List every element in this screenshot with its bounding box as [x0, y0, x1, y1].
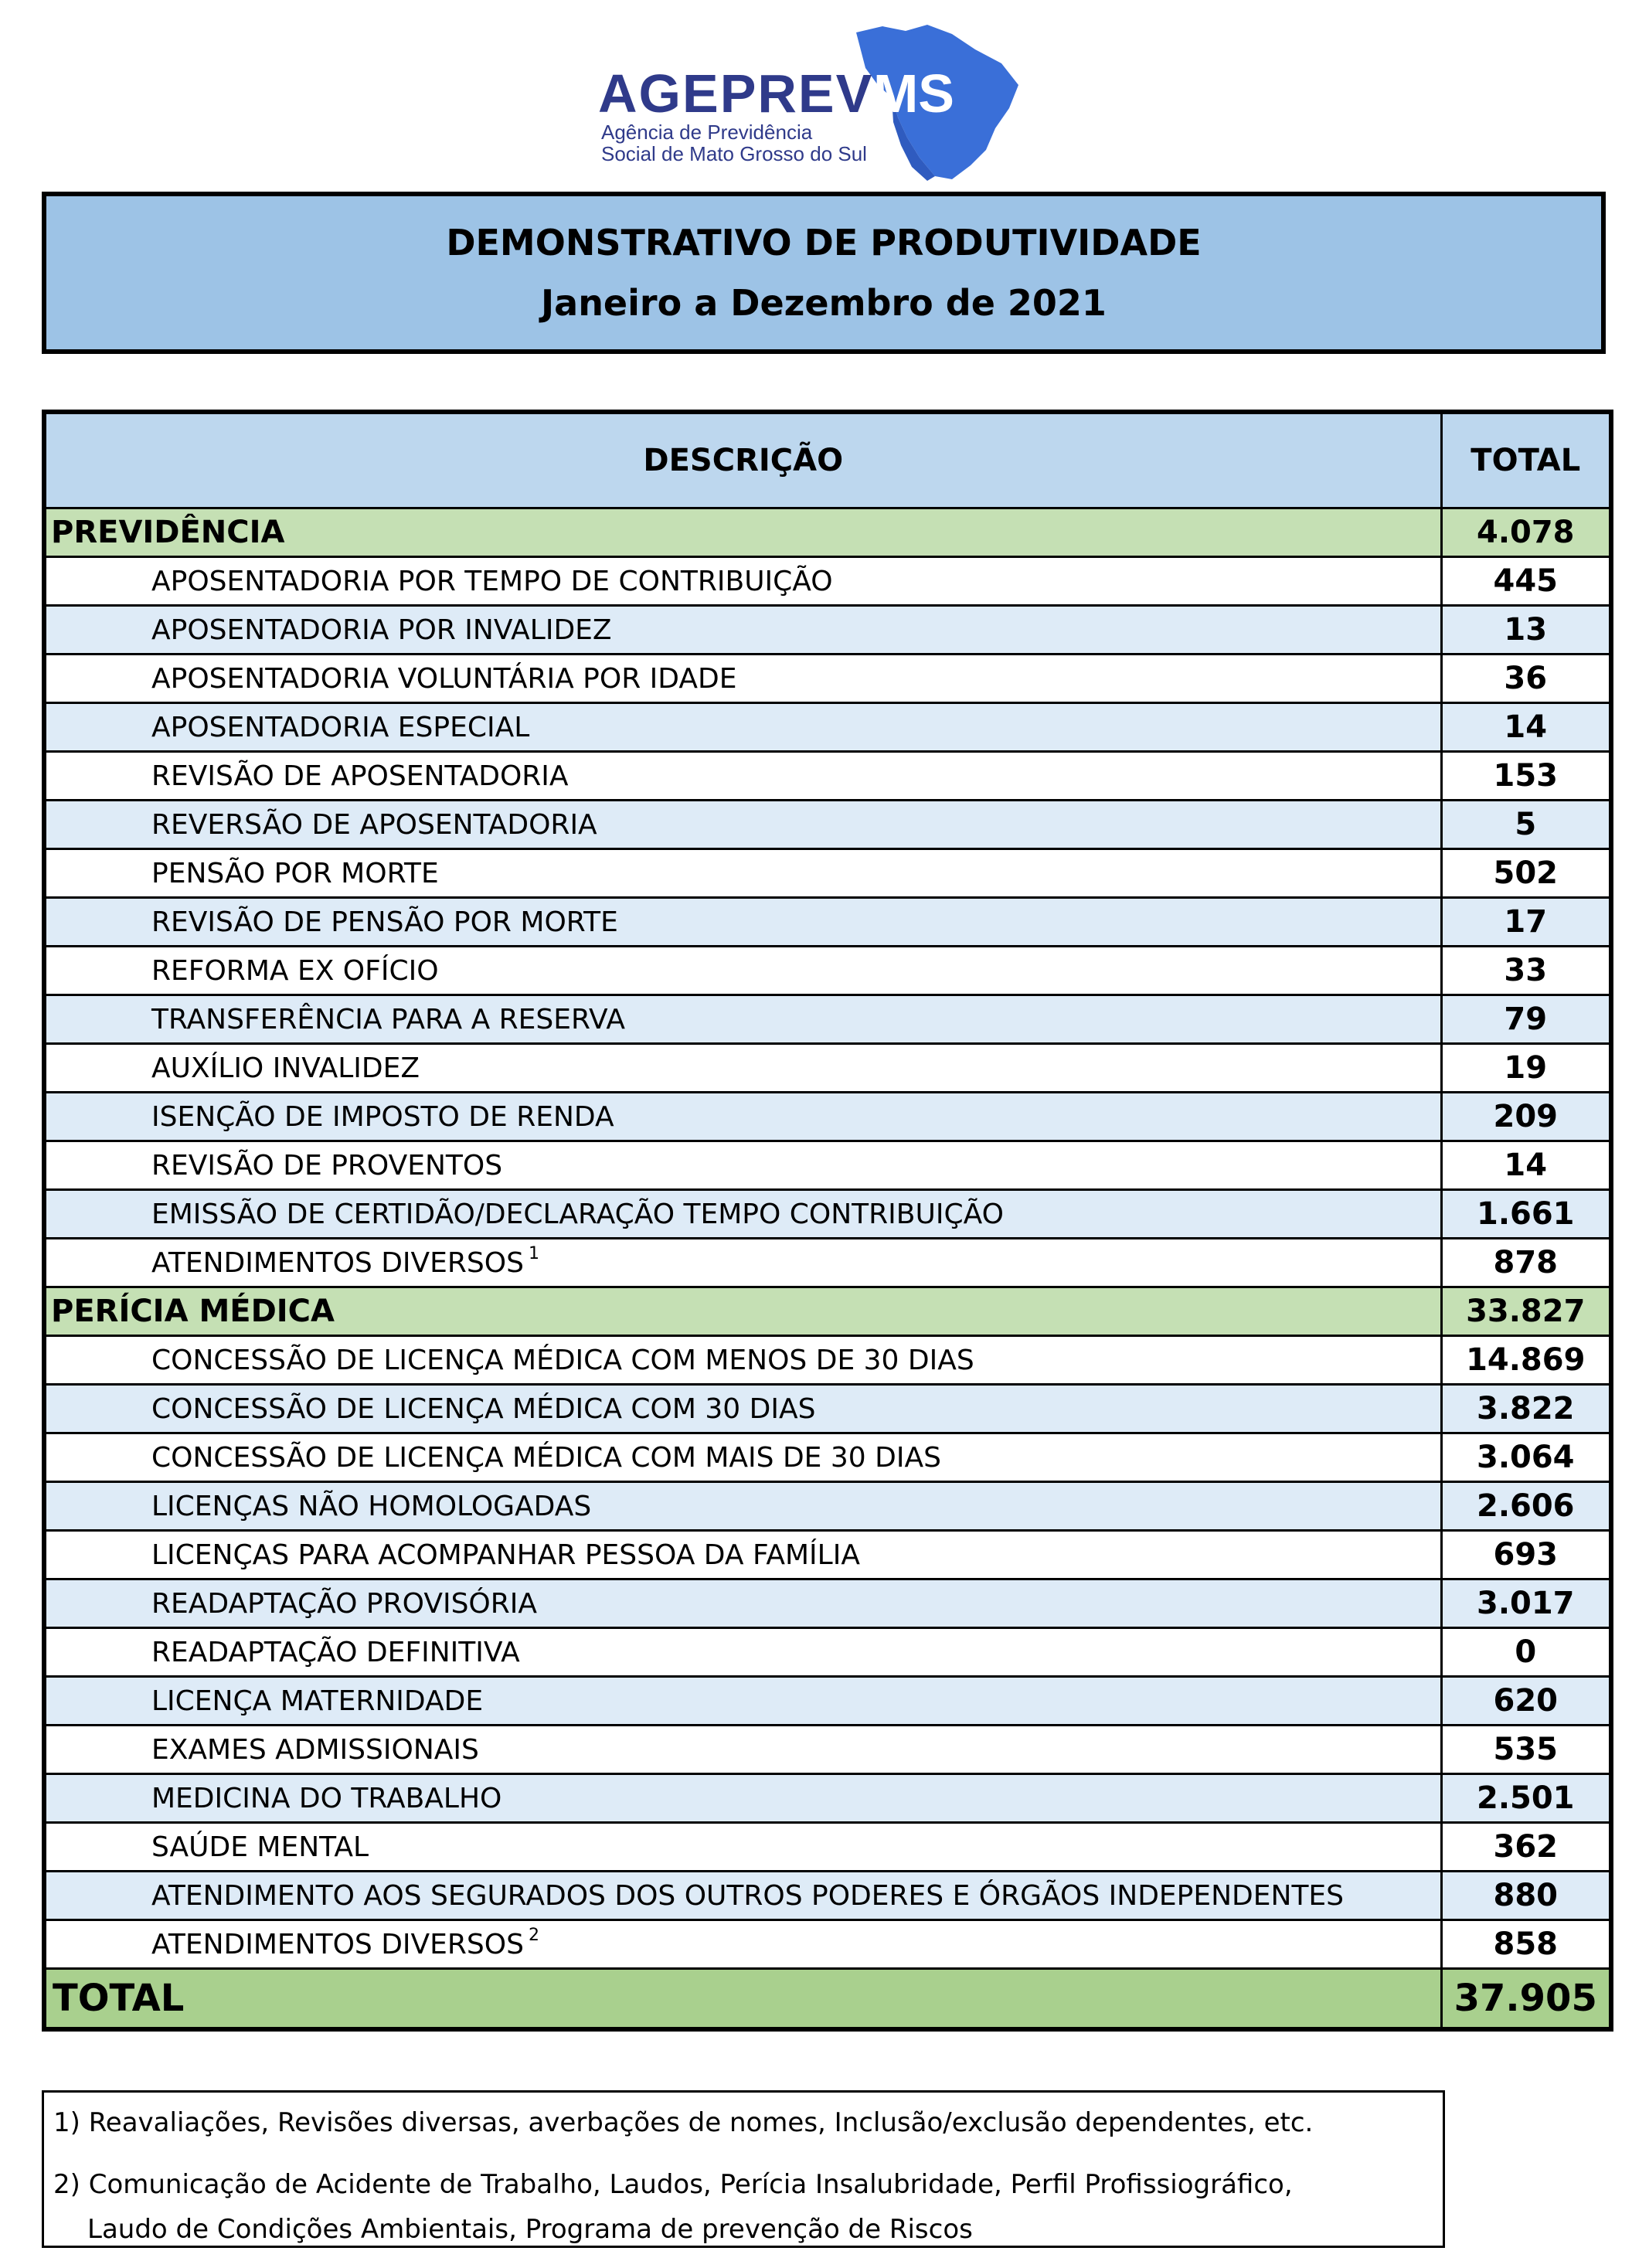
- row-total: 1.661: [1441, 1190, 1611, 1239]
- row-description: [44, 1726, 1441, 1774]
- section-label: PREVIDÊNCIA: [44, 508, 1441, 557]
- row-label: AUXÍLIO INVALIDEZ: [151, 1052, 420, 1084]
- row-description: [44, 1385, 1441, 1433]
- row-total: 2.606: [1441, 1482, 1611, 1531]
- row-label: APOSENTADORIA POR INVALIDEZ: [151, 614, 612, 646]
- footnotes-box: [42, 2090, 1445, 2248]
- table-row: [44, 1044, 1611, 1093]
- row-total: 693: [1441, 1531, 1611, 1579]
- row-total: 14: [1441, 1141, 1611, 1190]
- report-period: Janeiro a Dezembro de 2021: [541, 282, 1107, 324]
- logo-name: AGEPREV: [598, 63, 874, 124]
- footnote-2-line1: 2) Comunicação de Acidente de Trabalho, Laudos, Perícia Insalubridade, Perfil Profissiográfico,: [53, 2169, 1293, 2200]
- row-total: 79: [1441, 995, 1611, 1044]
- agency-logo: [595, 22, 1028, 184]
- row-description: [44, 995, 1441, 1044]
- row-description: [44, 703, 1441, 752]
- row-total: 3.064: [1441, 1433, 1611, 1482]
- table-row: [44, 1336, 1611, 1385]
- grand-total-label: TOTAL: [44, 1969, 1441, 2030]
- logo-state: MS: [873, 63, 954, 124]
- row-total: 535: [1441, 1726, 1611, 1774]
- table-row: [44, 1385, 1611, 1433]
- row-label: CONCESSÃO DE LICENÇA MÉDICA COM MENOS DE 30 DIAS: [151, 1344, 974, 1376]
- section-total: 33.827: [1441, 1287, 1611, 1336]
- table-row: [44, 1726, 1611, 1774]
- table-row: [44, 557, 1611, 606]
- header-total: TOTAL: [1441, 412, 1611, 508]
- row-label: REVISÃO DE PROVENTOS: [151, 1149, 503, 1182]
- row-total: 880: [1441, 1872, 1611, 1920]
- table-row: [44, 703, 1611, 752]
- table-header-row: [44, 412, 1611, 508]
- row-label: APOSENTADORIA POR TEMPO DE CONTRIBUIÇÃO: [151, 565, 833, 597]
- row-total: 502: [1441, 849, 1611, 898]
- row-label: REVERSÃO DE APOSENTADORIA: [151, 808, 597, 841]
- row-total: 209: [1441, 1093, 1611, 1141]
- footnote-marker: 1: [528, 1243, 539, 1263]
- row-description: [44, 655, 1441, 703]
- row-description: [44, 1823, 1441, 1872]
- section-row: [44, 508, 1611, 557]
- section-row: [44, 1287, 1611, 1336]
- row-description: [44, 1628, 1441, 1677]
- table-row: [44, 1579, 1611, 1628]
- row-total: 445: [1441, 557, 1611, 606]
- row-total: 36: [1441, 655, 1611, 703]
- row-total: 14: [1441, 703, 1611, 752]
- table-row: [44, 1774, 1611, 1823]
- row-description: [44, 1190, 1441, 1239]
- row-total: 17: [1441, 898, 1611, 947]
- row-description: [44, 1141, 1441, 1190]
- row-label: READAPTAÇÃO PROVISÓRIA: [151, 1587, 538, 1620]
- row-label: READAPTAÇÃO DEFINITIVA: [151, 1636, 520, 1668]
- row-label: MEDICINA DO TRABALHO: [151, 1782, 502, 1814]
- row-total: 33: [1441, 947, 1611, 995]
- row-label: ATENDIMENTO AOS SEGURADOS DOS OUTROS PODERES E ÓRGÃOS INDEPENDENTES: [151, 1879, 1345, 1912]
- table-row: [44, 995, 1611, 1044]
- table-row: [44, 655, 1611, 703]
- row-description: [44, 1093, 1441, 1141]
- row-description: [44, 1336, 1441, 1385]
- table-row: [44, 1872, 1611, 1920]
- table-row: [44, 898, 1611, 947]
- row-label: LICENÇAS PARA ACOMPANHAR PESSOA DA FAMÍLIA: [151, 1539, 860, 1571]
- row-label: PENSÃO POR MORTE: [151, 857, 439, 889]
- table-row: [44, 1920, 1611, 1969]
- productivity-table: [42, 410, 1613, 2032]
- row-description: [44, 1239, 1441, 1287]
- row-description: [44, 1920, 1441, 1969]
- row-description: [44, 1482, 1441, 1531]
- row-label: ATENDIMENTOS DIVERSOS: [151, 1246, 524, 1279]
- row-total: 3.017: [1441, 1579, 1611, 1628]
- row-total: 2.501: [1441, 1774, 1611, 1823]
- row-total: 13: [1441, 606, 1611, 655]
- table-row: [44, 801, 1611, 849]
- row-description: [44, 947, 1441, 995]
- row-total: 19: [1441, 1044, 1611, 1093]
- row-total: 0: [1441, 1628, 1611, 1677]
- row-label: ISENÇÃO DE IMPOSTO DE RENDA: [151, 1100, 614, 1133]
- row-label: LICENÇA MATERNIDADE: [151, 1685, 484, 1717]
- row-description: [44, 606, 1441, 655]
- table-body: [44, 508, 1611, 2030]
- row-total: 858: [1441, 1920, 1611, 1969]
- row-total: 362: [1441, 1823, 1611, 1872]
- row-description: [44, 557, 1441, 606]
- row-label: CONCESSÃO DE LICENÇA MÉDICA COM MAIS DE 30 DIAS: [151, 1441, 941, 1474]
- row-description: [44, 1433, 1441, 1482]
- table-row: [44, 1190, 1611, 1239]
- footnote-1: 1) Reavaliações, Revisões diversas, averbações de nomes, Inclusão/exclusão dependentes, etc.: [53, 2107, 1314, 2138]
- row-description: [44, 849, 1441, 898]
- row-label: TRANSFERÊNCIA PARA A RESERVA: [151, 1003, 626, 1035]
- report-title-box: [42, 192, 1606, 354]
- row-total: 14.869: [1441, 1336, 1611, 1385]
- row-description: [44, 1579, 1441, 1628]
- grand-total-row: [44, 1969, 1611, 2030]
- row-description: [44, 898, 1441, 947]
- row-total: 620: [1441, 1677, 1611, 1726]
- row-label: CONCESSÃO DE LICENÇA MÉDICA COM 30 DIAS: [151, 1392, 816, 1425]
- table-row: [44, 1677, 1611, 1726]
- row-label: LICENÇAS NÃO HOMOLOGADAS: [151, 1490, 592, 1522]
- row-description: [44, 1531, 1441, 1579]
- row-total: 3.822: [1441, 1385, 1611, 1433]
- report-title: DEMONSTRATIVO DE PRODUTIVIDADE: [446, 222, 1202, 264]
- row-label: EMISSÃO DE CERTIDÃO/DECLARAÇÃO TEMPO CONTRIBUIÇÃO: [151, 1198, 1004, 1230]
- row-description: [44, 1677, 1441, 1726]
- section-total: 4.078: [1441, 508, 1611, 557]
- header-description: DESCRIÇÃO: [44, 412, 1441, 508]
- row-total: 5: [1441, 801, 1611, 849]
- row-label: REFORMA EX OFÍCIO: [151, 954, 439, 987]
- table-row: [44, 1823, 1611, 1872]
- row-label: SAÚDE MENTAL: [151, 1831, 369, 1863]
- table-row: [44, 1482, 1611, 1531]
- grand-total-value: 37.905: [1441, 1969, 1611, 2030]
- table-row: [44, 849, 1611, 898]
- table-row: [44, 1433, 1611, 1482]
- row-label: REVISÃO DE PENSÃO POR MORTE: [151, 906, 618, 938]
- table-row: [44, 947, 1611, 995]
- row-total: 153: [1441, 752, 1611, 801]
- table-row: [44, 752, 1611, 801]
- row-description: [44, 752, 1441, 801]
- footnote-2-line2: Laudo de Condições Ambientais, Programa de prevenção de Riscos: [87, 2214, 973, 2245]
- row-description: [44, 1044, 1441, 1093]
- table-row: [44, 1141, 1611, 1190]
- logo-subtitle-line2: Social de Mato Grosso do Sul: [601, 142, 867, 165]
- logo-subtitle-line1: Agência de Previdência: [601, 121, 813, 144]
- table-row: [44, 1239, 1611, 1287]
- row-total: 878: [1441, 1239, 1611, 1287]
- table-row: [44, 1093, 1611, 1141]
- table-row: [44, 606, 1611, 655]
- table-row: [44, 1628, 1611, 1677]
- footnote-marker: 2: [528, 1925, 539, 1945]
- row-description: [44, 801, 1441, 849]
- row-label: ATENDIMENTOS DIVERSOS: [151, 1928, 524, 1960]
- row-label: EXAMES ADMISSIONAIS: [151, 1733, 479, 1766]
- row-label: APOSENTADORIA ESPECIAL: [151, 711, 530, 743]
- row-label: REVISÃO DE APOSENTADORIA: [151, 760, 569, 792]
- row-label: APOSENTADORIA VOLUNTÁRIA POR IDADE: [151, 662, 737, 695]
- section-label: PERÍCIA MÉDICA: [44, 1287, 1441, 1336]
- row-description: [44, 1872, 1441, 1920]
- table-row: [44, 1531, 1611, 1579]
- row-description: [44, 1774, 1441, 1823]
